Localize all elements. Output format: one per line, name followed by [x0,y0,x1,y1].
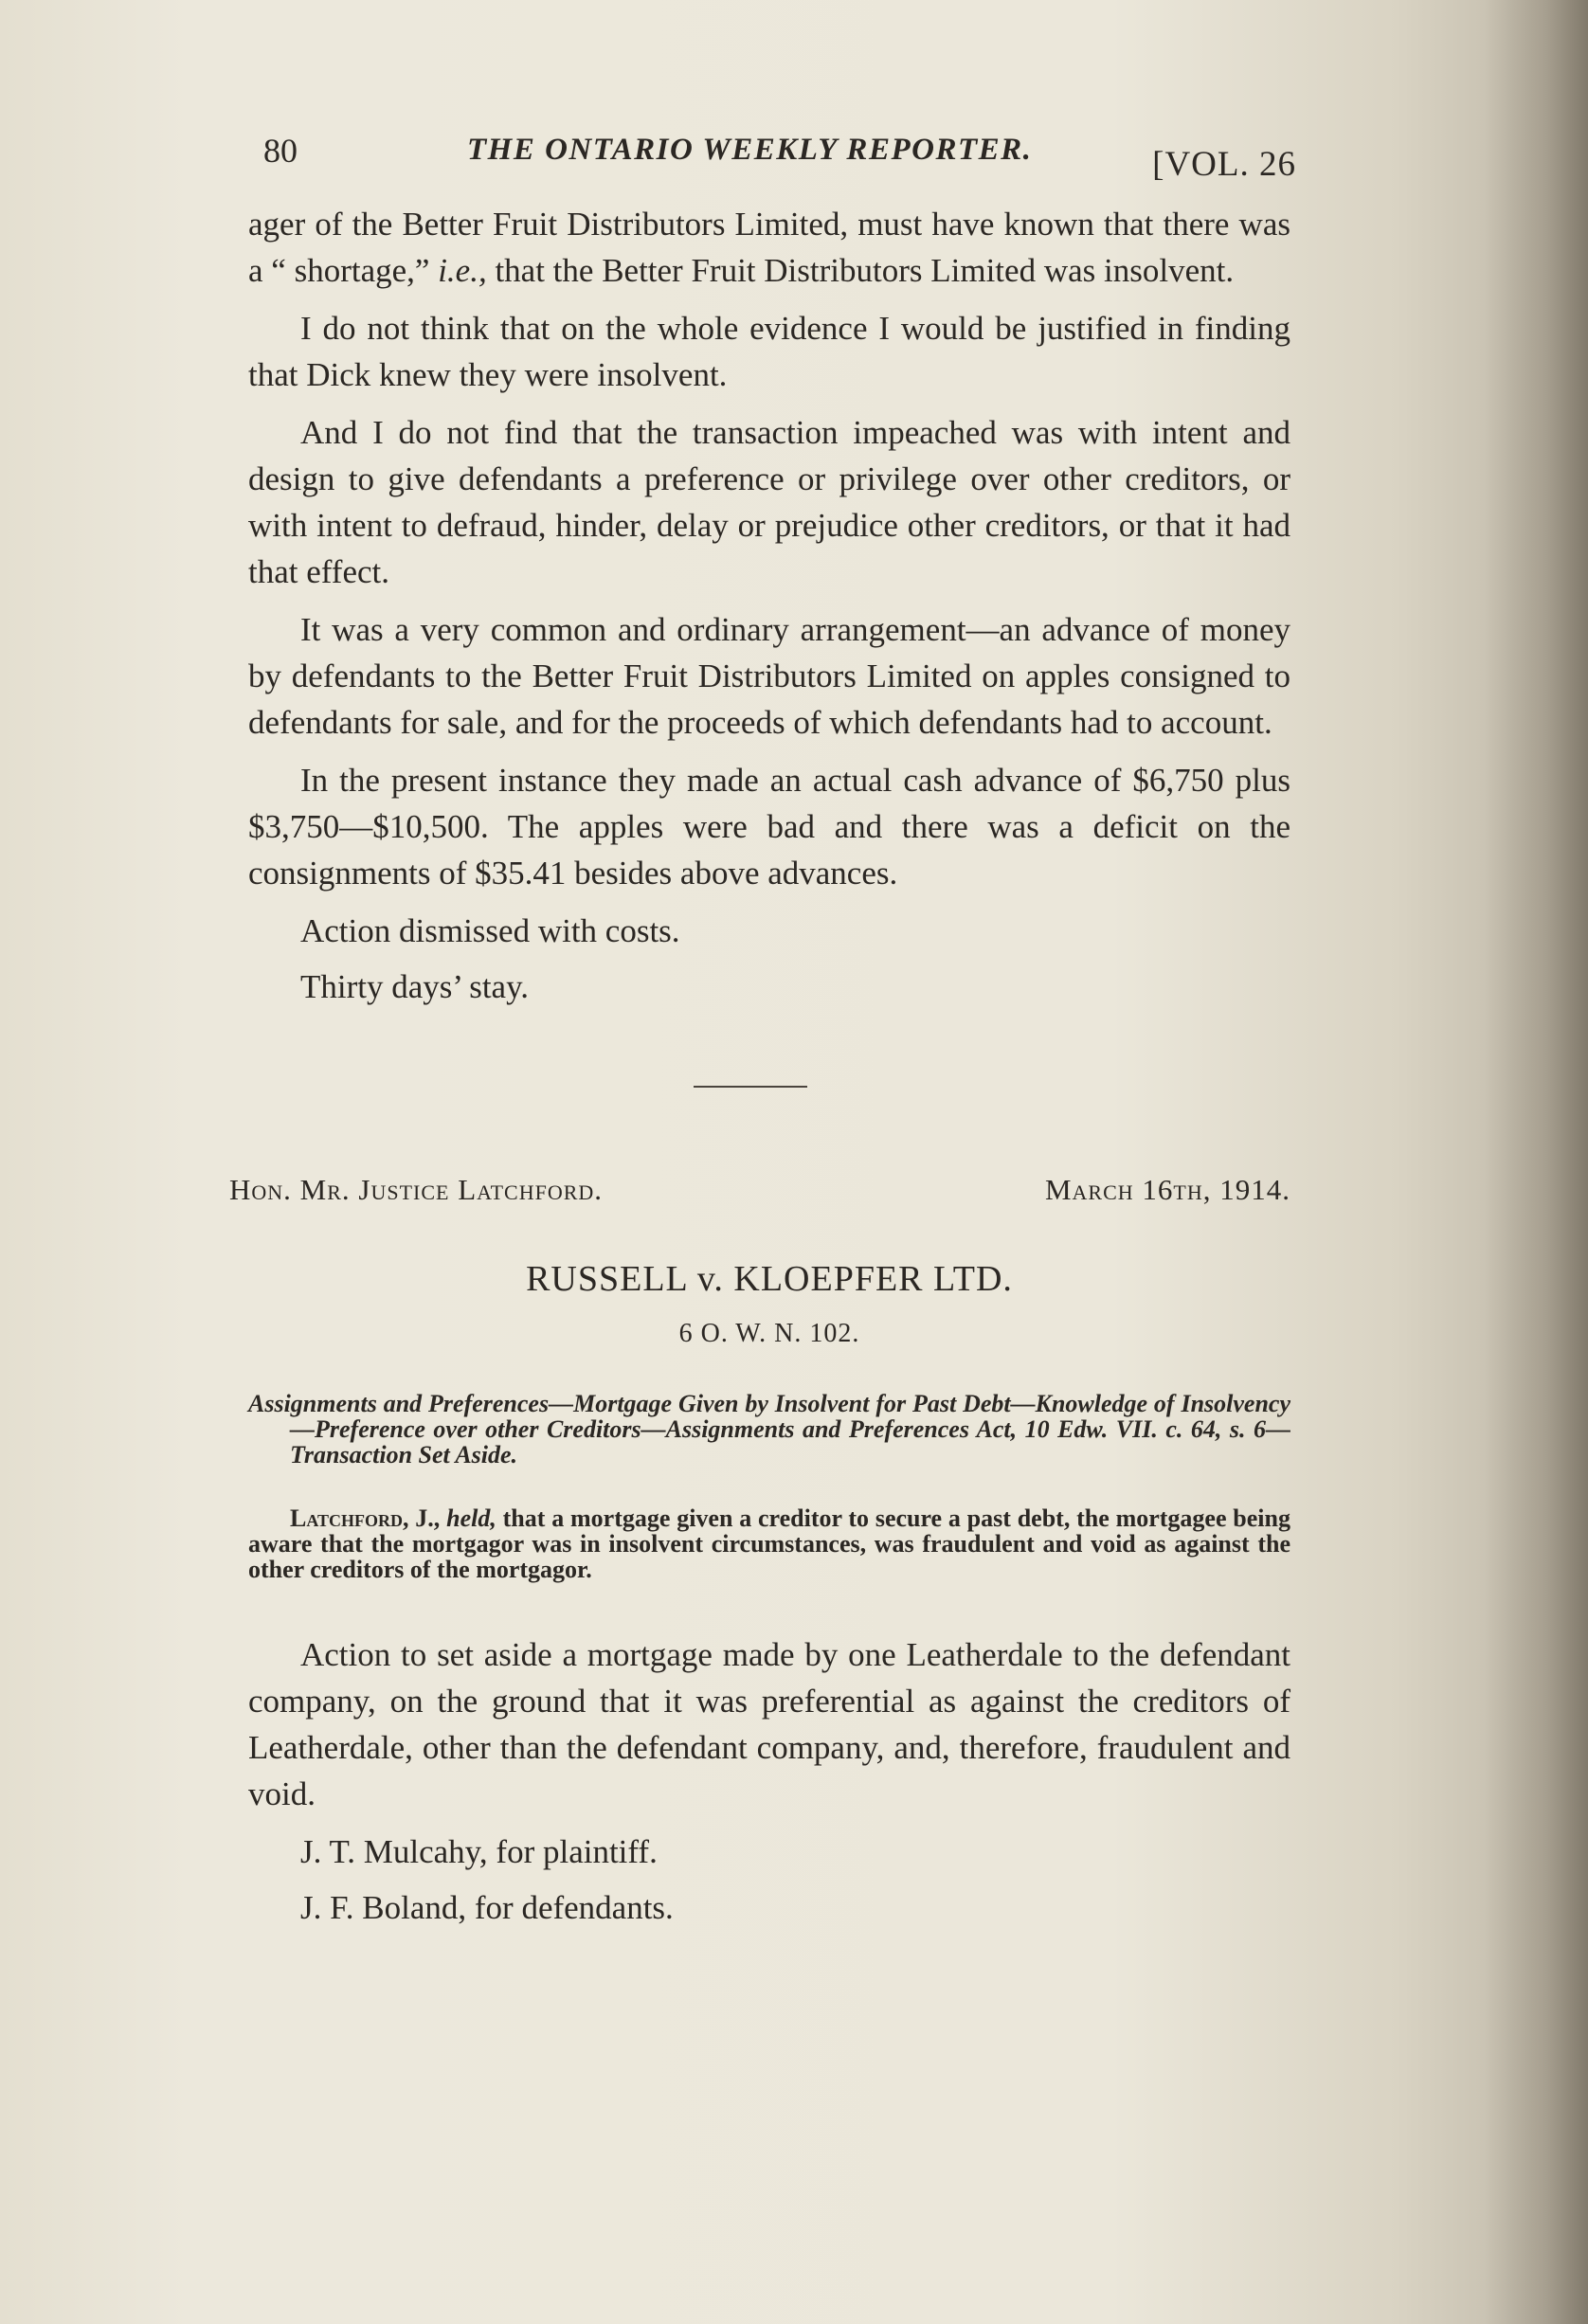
judgment-date: March 16th, 1914. [1044,1173,1290,1206]
headnote: Assignments and Preferences—Mortgage Given by Insolvent for Past Debt—Knowledge of Insolvency—Preference over other Creditors—Assignments and Preferences Act, 10 Edw. VII. c. 64, s. 6—Transaction Set Aside. [248,1390,1290,1468]
holding-judge: Latchford, J., [290,1504,441,1532]
volume-label: [VOL. 26 [1152,145,1296,184]
case-title: RUSSELL v. KLOEPFER LTD. [526,1259,1013,1299]
paragraph: In the present instance they made an actual cash advance of $6,750 plus $3,750—$10,500. The apples were bad and there was a deficit on the consignments of $35.41 besides above advances. [248,762,1290,892]
holding-text: that a mortgage given a creditor to secure a past debt, the mortgagee being aware that the mortgagor was in insolvent circumstances, was fraudulent and void as against the other creditors of the mortgagor. [248,1504,1290,1583]
case-citation: 6 O. W. N. 102. [678,1319,860,1348]
action-statement: Action to set aside a mortgage made by one Leatherdale to the defendant company, on the ground that it was preferential as against the creditors of Leatherdale, other than the defendant company, and, therefore, fraudulent and void. [248,1636,1290,1812]
paragraph-text: that the Better Fruit Distributors Limited was insolvent. [486,252,1235,289]
body-text [229,201,1290,1940]
italic-abbreviation: i.e., [438,252,487,289]
paragraph-continuation [248,201,1290,294]
page-header [263,121,1296,188]
stay-line: Thirty days’ stay. [300,968,530,1005]
paragraph: It was a very common and ordinary arrangement—an advance of money by defendants to the Better Fruit Distributors Limited on apples consigned to defendants for sale, and for the proceeds of which defendants had to account. [248,611,1290,741]
counsel-plaintiff: J. T. Mulcahy, for plaintiff. [300,1833,658,1870]
section-divider [694,1086,807,1088]
disposition-line: Action dismissed with costs. [300,912,680,949]
case-header-line [229,1173,1290,1220]
running-title: THE ONTARIO WEEKLY REPORTER. [467,133,1033,167]
page-number: 80 [263,132,298,170]
paragraph: And I do not find that the transaction impeached was with intent and design to give defendants a preference or privilege over other creditors, or with intent to defraud, hinder, delay or prejudice other creditors, or that it had that effect. [248,414,1290,590]
paragraph: I do not think that on the whole evidence I would be justified in finding that Dick knew they were insolvent. [248,310,1290,393]
counsel-defendants: J. F. Boland, for defendants. [300,1889,674,1926]
holding-held: held, [446,1504,496,1532]
judge-name: Hon. Mr. Justice Latchford. [229,1173,604,1206]
paragraph-text: ager of the Better Fruit Distributors Limited, must have known that there was a “ shortage,” [248,206,1290,289]
holding-summary [248,1505,1290,1582]
